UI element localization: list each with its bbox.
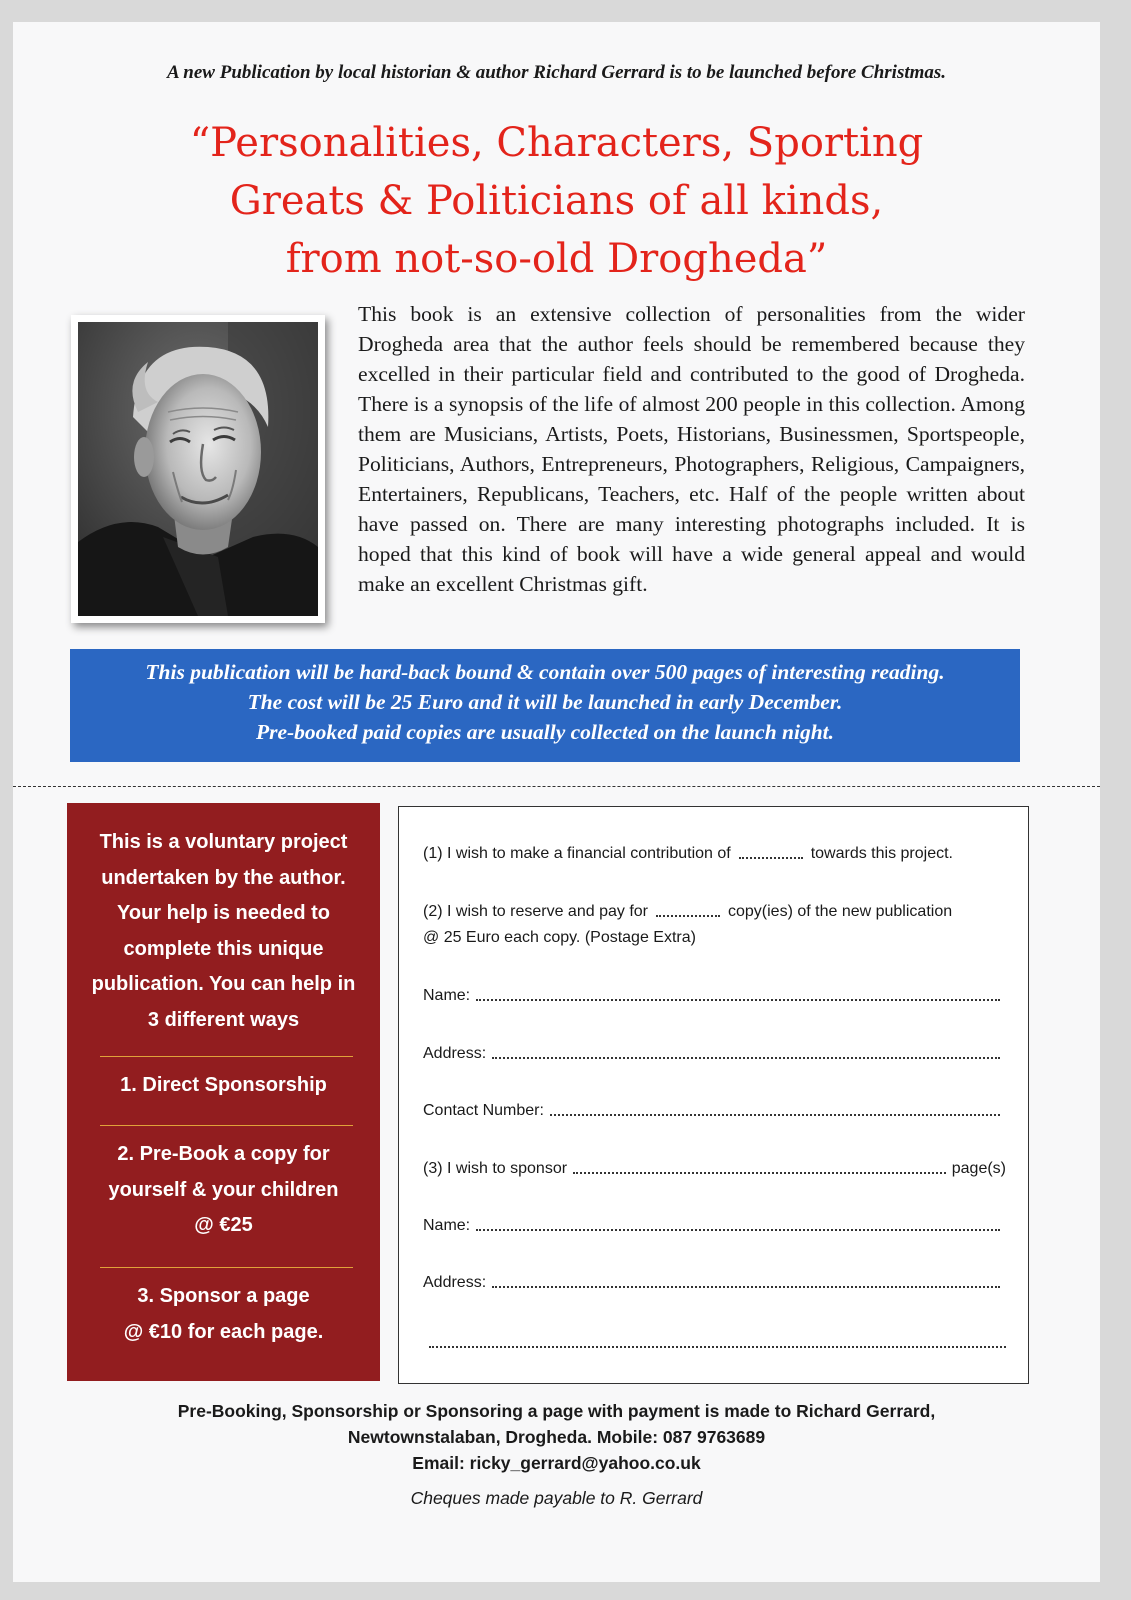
contact-label: Contact Number: <box>423 1102 544 1119</box>
name-row <box>423 983 1006 1005</box>
address-row <box>423 1041 1006 1063</box>
help-intro-line: This is a voluntary project <box>99 831 348 853</box>
sponsor-label: (3) I wish to sponsor <box>423 1160 568 1177</box>
sponsor-suffix: page(s) <box>951 1160 1006 1177</box>
reserve-row <box>423 899 1006 921</box>
help-panel <box>67 803 380 1381</box>
help-way-direct-sponsorship <box>87 1068 360 1104</box>
contribution-row <box>423 841 1006 863</box>
divider <box>100 1125 353 1126</box>
address2-label: Address: <box>423 1274 487 1291</box>
order-form <box>398 806 1029 1384</box>
help-intro-line: 3 different ways <box>147 1008 300 1031</box>
divider <box>100 1267 353 1268</box>
portrait-photo <box>71 315 325 623</box>
name2-label: Name: <box>423 1217 471 1234</box>
help-intro-line: complete this unique <box>123 937 324 960</box>
cheques-note: Cheques made payable to R. Gerrard <box>410 1488 703 1508</box>
payment-info <box>33 1398 1080 1476</box>
flyer-page <box>13 22 1100 1582</box>
help-way-line: 3. Sponsor a page <box>137 1285 310 1307</box>
help-way-line: @ €25 <box>194 1214 253 1236</box>
portrait-image <box>78 322 318 616</box>
reserve-suffix: copy(ies) of the new publication <box>727 903 953 920</box>
contribution-amount-field[interactable] <box>739 856 803 859</box>
reserve-price-note: @ 25 Euro each copy. (Postage Extra) <box>423 929 696 946</box>
banner-line: Pre-booked paid copies are usually collected on the launch night. <box>255 720 835 744</box>
reserve-label: (2) I wish to reserve and pay for <box>423 903 648 920</box>
help-way-line: 1. Direct Sponsorship <box>120 1074 327 1096</box>
cut-here-divider <box>13 786 1100 787</box>
address-label: Address: <box>423 1045 487 1062</box>
help-way-line: @ €10 for each page. <box>123 1320 324 1343</box>
sponsor-address-field[interactable] <box>492 1285 1000 1288</box>
help-way-sponsor-page <box>87 1279 360 1350</box>
sponsor-row <box>423 1156 1006 1178</box>
contact-number-field[interactable] <box>550 1113 1000 1116</box>
address2-continued-row <box>423 1330 1006 1352</box>
help-intro-line: undertaken by the author. <box>101 866 346 889</box>
name-label: Name: <box>423 987 471 1004</box>
address-field[interactable] <box>492 1056 1000 1059</box>
sponsor-address-line2-field[interactable] <box>429 1345 1006 1348</box>
title-line: from not-so-old Drogheda” <box>285 236 828 282</box>
reserve-copies-field[interactable] <box>656 914 720 917</box>
book-title <box>53 114 1060 288</box>
contribution-label: (1) I wish to make a financial contribution of <box>423 845 731 862</box>
banner-line: This publication will be hard-back bound & contain over 500 pages of interesting reading. <box>145 660 945 684</box>
address2-row <box>423 1270 1006 1292</box>
title-line: Greats & Politicians of all kinds, <box>229 178 884 224</box>
sponsor-name-field[interactable] <box>476 1228 1000 1231</box>
book-description: This book is an extensive collection of personalities from the wider Drogheda area that the author feels should be remembered because they excelled in their particular field and contributed to the good of Drogheda. There is a synopsis of the life of almost 200 people in this collection. Among them are Musicians, Artists, Poets, Historians, Businessmen, Sportspeople, Politicians, Authors, Entrepreneurs, Photographers, Religious, Campaigners, Entertainers, Republicans, Teachers, etc. Half of the people written about have passed on. There are many interesting photographs included. It is hoped that this kind of book will have a wide general appeal and would make an excellent Christmas gift. <box>358 302 1025 596</box>
contribution-suffix: towards this project. <box>810 845 953 862</box>
divider <box>100 1056 353 1057</box>
publication-banner <box>70 649 1020 762</box>
name2-row <box>423 1213 1006 1235</box>
banner-line: The cost will be 25 Euro and it will be launched in early December. <box>247 690 843 714</box>
help-intro-line: Your help is needed to <box>117 902 330 924</box>
help-way-line: yourself & your children <box>108 1178 339 1201</box>
help-way-prebook <box>87 1137 360 1244</box>
payment-line: Pre-Booking, Sponsorship or Sponsoring a page with payment is made to Richard Gerrard, <box>177 1401 936 1421</box>
email-line: Email: ricky_gerrard@yahoo.co.uk <box>412 1453 701 1473</box>
intro-line: A new Publication by local historian & author Richard Gerrard is to be launched before Christmas. <box>166 62 947 83</box>
help-intro-line: publication. You can help in <box>91 973 356 995</box>
sponsor-pages-field[interactable] <box>573 1171 946 1174</box>
payment-line: Newtownstalaban, Drogheda. Mobile: 087 9763689 <box>347 1427 766 1447</box>
help-way-line: 2. Pre-Book a copy for <box>117 1143 330 1165</box>
title-line: “Personalities, Characters, Sporting <box>189 120 924 166</box>
name-field[interactable] <box>476 998 1000 1001</box>
help-intro <box>87 825 360 1038</box>
contact-row <box>423 1098 1006 1120</box>
